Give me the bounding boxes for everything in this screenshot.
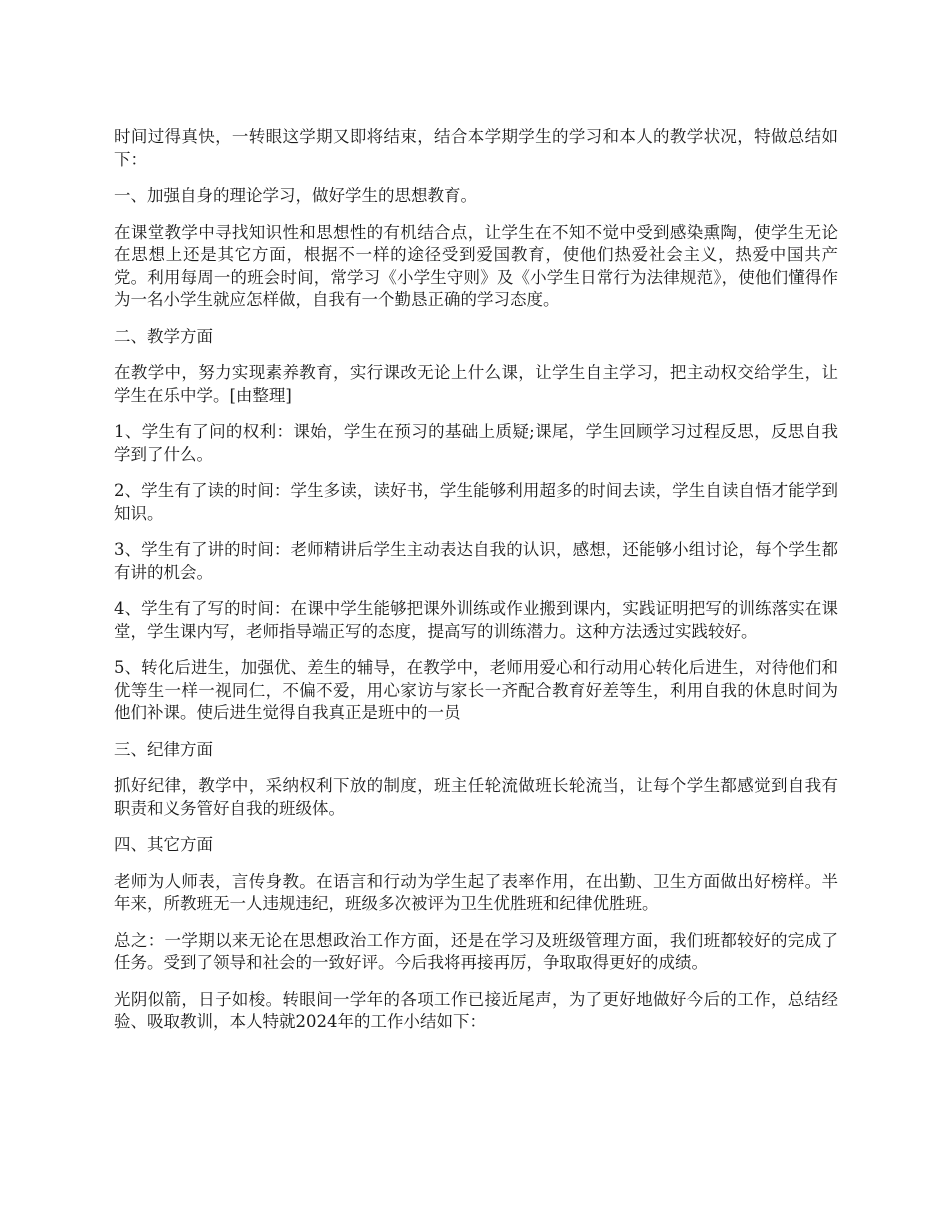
discipline-paragraph: 抓好纪律，教学中，采纳权利下放的制度，班主任轮流做班长轮流当，让每个学生都感觉到自我有职责和义务管好自我的班级体。 [114, 776, 838, 818]
teaching-item-2: 2、学生有了读的时间：学生多读，读好书，学生能够利用超多的时间去读，学生自读自悟才能学到知识。 [114, 481, 838, 523]
teaching-item-5: 5、转化后进生，加强优、差生的辅导，在教学中，老师用爱心和行动用心转化后进生，对待他们和优等生一样一视同仁，不偏不爱，用心家访与家长一齐配合教育好差等生，利用自我的休息时间为他们补课。使后进生觉得自我真正是班中的一员 [114, 658, 838, 722]
section-heading-other: 四、其它方面 [114, 835, 213, 854]
other-paragraph: 老师为人师表，言传身教。在语言和行动为学生起了表率作用，在出勤、卫生方面做出好榜样。半年来，所教班无一人违规违纪，班级多次被评为卫生优胜班和纪律优胜班。 [114, 871, 838, 913]
section-heading-discipline: 三、纪律方面 [114, 739, 213, 759]
teaching-item-3: 3、学生有了讲的时间：老师精讲后学生主动表达自我的认识，感想，还能够小组讨论，每个学生都有讲的机会。 [114, 540, 838, 582]
section-heading-theory: 一、加强自身的理论学习，做好学生的思想教育。 [114, 186, 477, 205]
theory-paragraph: 在课堂教学中寻找知识性和思想性的有机结合点，让学生在不知不觉中受到感染熏陶，使学生无论在思想上还是其它方面，根据不一样的途径受到爱国教育，使他们热爱社会主义，热爱中国共产党。利用每周一的班会时间，常学习《小学生守则》及《小学生日常行为法律规范》，使他们懂得作为一名小学生就应怎样做，自我有一个勤恳正确的学习态度。 [114, 222, 838, 309]
closing-paragraph: 光阴似箭，日子如梭。转眼间一学年的各项工作已接近尾声，为了更好地做好今后的工作，总结经验、吸取教训，本人特就2024年的工作小结如下： [114, 989, 838, 1031]
summary-paragraph: 总之：一学期以来无论在思想政治工作方面，还是在学习及班级管理方面，我们班都较好的完成了任务。受到了领导和社会的一致好评。今后我将再接再厉，争取取得更好的成绩。 [114, 930, 838, 972]
teaching-item-4: 4、学生有了写的时间：在课中学生能够把课外训练或作业搬到课内，实践证明把写的训练落实在课堂，学生课内写，老师指导端正写的态度，提高写的训练潜力。这种方法透过实践较好。 [114, 599, 838, 641]
section-heading-teaching: 二、教学方面 [114, 326, 213, 346]
teaching-item-1: 1、学生有了问的权利：课始，学生在预习的基础上质疑;课尾，学生回顾学习过程反思，反思自我学到了什么。 [114, 422, 838, 464]
teaching-paragraph: 在教学中，努力实现素养教育，实行课改无论上什么课，让学生自主学习，把主动权交给学生，让学生在乐中学。[由整理] [114, 363, 838, 405]
document-body [114, 126, 838, 1048]
intro-paragraph: 时间过得真快，一转眼这学期又即将结束，结合本学期学生的学习和本人的教学状况，特做总结如下： [114, 127, 838, 169]
